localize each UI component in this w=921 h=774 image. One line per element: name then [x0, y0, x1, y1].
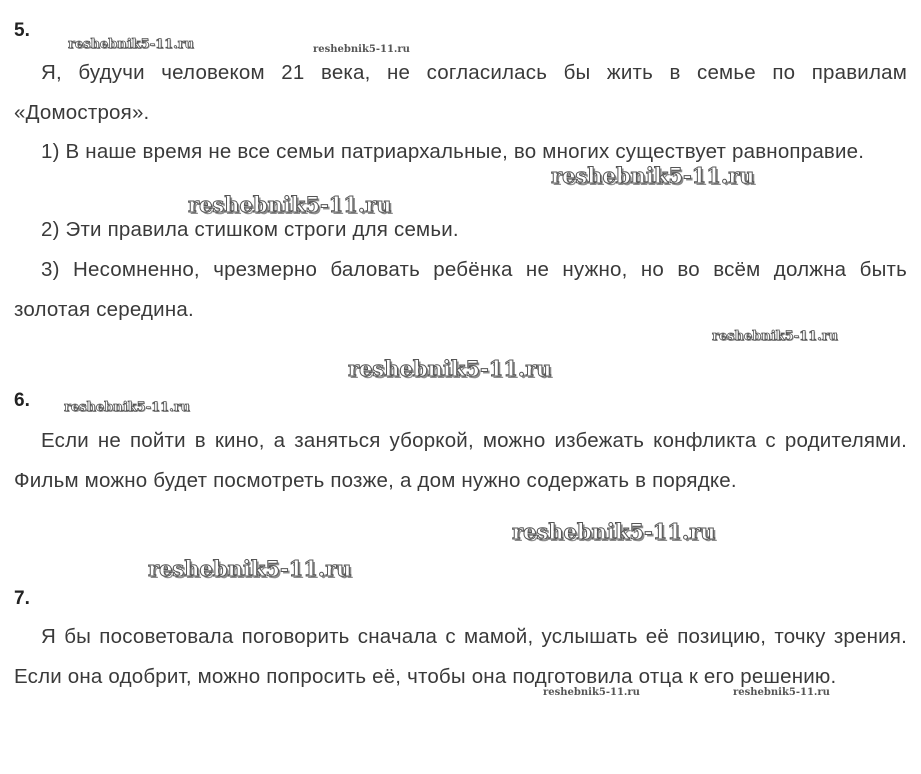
- section-number-5: 5.: [14, 20, 30, 41]
- watermark: reshebnik5-11.ru: [68, 37, 195, 52]
- watermark: reshebnik5-11.ru: [148, 556, 352, 581]
- section-number-7: 7.: [14, 588, 30, 609]
- section-5-paragraph-point-2: 2) Эти правила стишком строги для семьи.: [41, 218, 459, 241]
- watermark: reshebnik5-11.ru: [733, 687, 830, 698]
- watermark: reshebnik5-11.ru: [512, 519, 716, 544]
- section-number-6: 6.: [14, 390, 30, 411]
- section-6-paragraph: Если не пойти в кино, а заняться уборкой, можно избежать конфликта с родителями. Фильм можно будет посмотреть позже, а дом нужно содержать в порядке.: [14, 429, 907, 492]
- watermark: reshebnik5-11.ru: [551, 163, 755, 188]
- section-5-paragraph-point-1: 1) В наше время не все семьи патриархальные, во многих существует равноправие.: [41, 140, 865, 163]
- watermark: reshebnik5-11.ru: [543, 687, 640, 698]
- section-5-paragraph-intro: Я, будучи человеком 21 века, не согласилась бы жить в семье по правилам «Домостроя».: [14, 61, 907, 124]
- section-5-paragraph-point-3: 3) Несомненно, чрезмерно баловать ребёнка не нужно, но во всём должна быть золотая середина.: [14, 258, 907, 321]
- watermark: reshebnik5-11.ru: [348, 356, 552, 381]
- watermark: reshebnik5-11.ru: [64, 400, 191, 415]
- section-7-paragraph: Я бы посоветовала поговорить сначала с мамой, услышать её позицию, точку зрения. Если она одобрит, можно попросить её, чтобы она подготовила отца к его решению.: [14, 625, 907, 688]
- watermark: reshebnik5-11.ru: [712, 329, 839, 344]
- watermark: reshebnik5-11.ru: [313, 44, 410, 55]
- watermark: reshebnik5-11.ru: [188, 192, 392, 217]
